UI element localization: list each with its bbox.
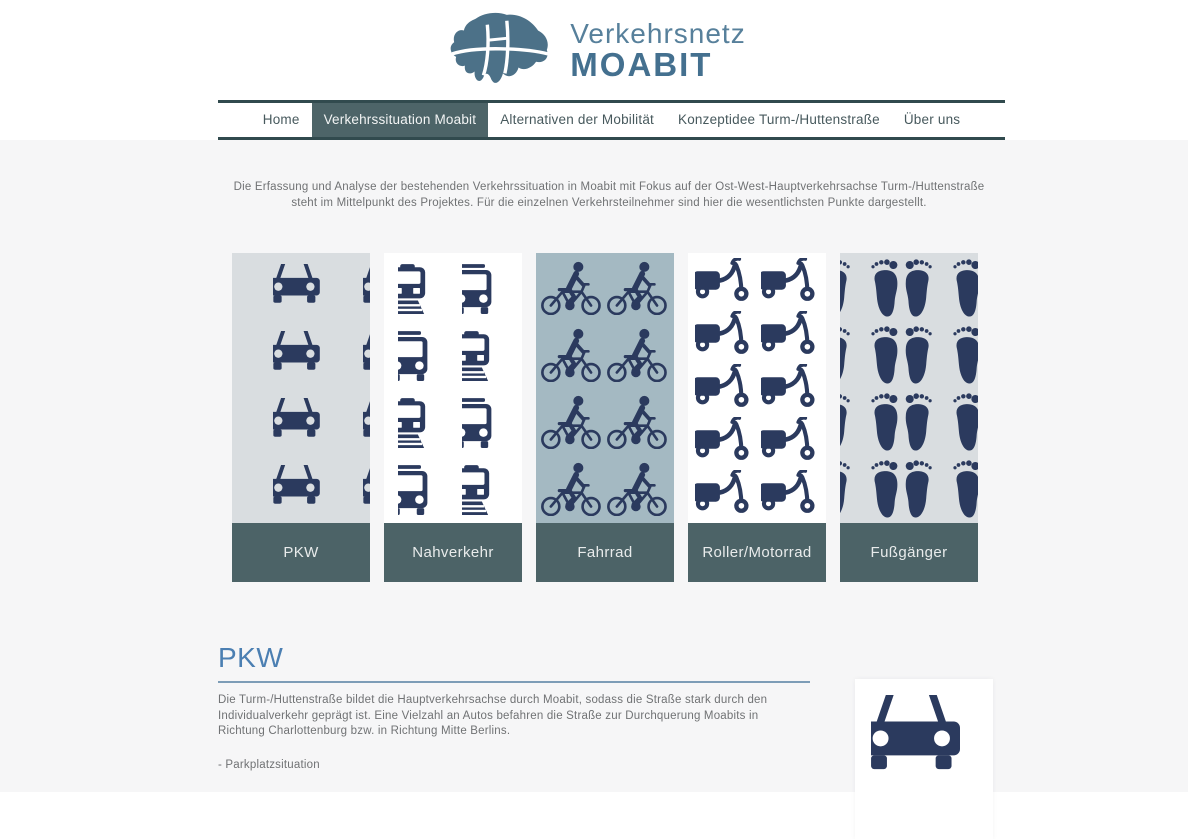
card-pkw[interactable] xyxy=(232,253,370,582)
card-fahrrad-label: Fahrrad xyxy=(536,523,674,582)
card-nahverkehr-label: Nahverkehr xyxy=(384,523,522,582)
pkw-section-paragraph: Die Turm-/Huttenstraße bildet die Hauptverkehrsachse durch Moabit, sodass die Straße stark durch den Individualverkehr geprägt ist. Eine Vielzahl an Autos befahren die Straße zur Durchquerung Moabits in Richtung Charlottenburg bzw. in Richtung Mitte Berlins. xyxy=(218,694,768,737)
nav-item-alternativen-der-mobilitaet[interactable]: Alternativen der Mobilität xyxy=(500,112,654,127)
footprints-icon xyxy=(870,458,948,520)
car-icon xyxy=(232,398,239,445)
scooter-icon xyxy=(761,258,819,304)
scooter-icon xyxy=(761,470,819,516)
card-fussgaenger-label: Fußgänger xyxy=(840,523,978,582)
card-pkw-art xyxy=(232,253,370,523)
car-icon xyxy=(363,331,370,378)
car-icon xyxy=(232,465,239,512)
scooter-icon xyxy=(761,364,819,410)
card-nahverkehr-art xyxy=(384,253,522,523)
cyclist-icon xyxy=(606,461,670,516)
footprints-icon xyxy=(840,257,866,319)
car-icon xyxy=(273,264,329,311)
footprints-icon xyxy=(952,458,978,520)
nav-item-verkehrssituation-moabit[interactable]: Verkehrssituation Moabit xyxy=(312,103,489,137)
card-fahrrad-art xyxy=(536,253,674,523)
car-icon xyxy=(273,465,329,512)
nav-item-ueber-uns[interactable]: Über uns xyxy=(903,112,961,127)
car-icon xyxy=(363,465,370,512)
nav-item-konzeptidee-turm-huttenstrasse[interactable]: Konzeptidee Turm-/Huttenstraße xyxy=(678,112,880,127)
bus-icon xyxy=(462,262,508,314)
bus-icon xyxy=(462,396,508,448)
brand-name-top: Verkehrsnetz xyxy=(570,18,746,49)
footprints-icon xyxy=(840,324,866,386)
card-roller-motorrad[interactable] xyxy=(688,253,826,582)
scooter-icon xyxy=(695,258,753,304)
footprints-icon xyxy=(840,391,866,453)
footprints-icon xyxy=(870,391,948,453)
parkplatzsituation-bullet: - Parkplatzsituation xyxy=(218,758,320,771)
cyclist-icon xyxy=(606,394,670,449)
site-logo[interactable] xyxy=(442,11,745,89)
car-icon xyxy=(871,695,977,785)
scooter-icon xyxy=(695,311,753,357)
site-header xyxy=(0,0,1188,100)
footprints-icon xyxy=(870,257,948,319)
pkw-section xyxy=(218,582,1005,771)
car-icon xyxy=(363,264,370,311)
train-icon xyxy=(398,262,444,314)
footprints-icon xyxy=(952,391,978,453)
card-roller-motorrad-label: Roller/Motorrad xyxy=(688,523,826,582)
footprints-icon xyxy=(952,324,978,386)
cyclist-icon xyxy=(540,461,604,516)
main-nav xyxy=(218,100,1005,140)
scooter-icon xyxy=(761,417,819,463)
train-icon xyxy=(462,463,508,515)
car-icon xyxy=(273,331,329,378)
card-fussgaenger[interactable] xyxy=(840,253,978,582)
moabit-map-icon xyxy=(442,11,558,89)
car-icon xyxy=(232,264,239,311)
cyclist-icon xyxy=(540,327,604,382)
scooter-icon xyxy=(761,311,819,357)
mode-cards-row xyxy=(232,253,1188,582)
car-icon xyxy=(363,398,370,445)
scooter-icon xyxy=(695,417,753,463)
train-icon xyxy=(398,396,444,448)
pkw-title-rule xyxy=(218,681,810,683)
train-icon xyxy=(462,329,508,381)
brand-text xyxy=(570,19,745,81)
bus-icon xyxy=(398,463,444,515)
cyclist-icon xyxy=(606,260,670,315)
car-icon xyxy=(232,331,239,378)
pkw-section-title: PKW xyxy=(218,642,284,673)
pkw-side-card[interactable] xyxy=(855,679,993,839)
bus-icon xyxy=(398,329,444,381)
car-icon xyxy=(273,398,329,445)
footprints-icon xyxy=(952,257,978,319)
brand-name-bottom: MOABIT xyxy=(570,46,713,83)
cyclist-icon xyxy=(540,394,604,449)
scooter-icon xyxy=(695,364,753,410)
footprints-icon xyxy=(840,458,866,520)
card-nahverkehr[interactable] xyxy=(384,253,522,582)
cyclist-icon xyxy=(606,327,670,382)
card-roller-motorrad-art xyxy=(688,253,826,523)
main-content xyxy=(0,140,1188,792)
footprints-icon xyxy=(870,324,948,386)
scooter-icon xyxy=(695,470,753,516)
card-fussgaenger-art xyxy=(840,253,978,523)
intro-paragraph: Die Erfassung und Analyse der bestehenden Verkehrssituation in Moabit mit Fokus auf der Ost-West-Hauptverkehrsachse Turm-/Huttenstraße steht im Mittelpunkt des Projektes. Für die einzelnen Verkehrsteilnehmer sind hier die wesentlichsten Punkte dargestellt. xyxy=(233,181,985,209)
nav-item-home[interactable]: Home xyxy=(262,112,300,127)
cyclist-icon xyxy=(540,260,604,315)
card-fahrrad[interactable] xyxy=(536,253,674,582)
card-pkw-label: PKW xyxy=(232,523,370,582)
